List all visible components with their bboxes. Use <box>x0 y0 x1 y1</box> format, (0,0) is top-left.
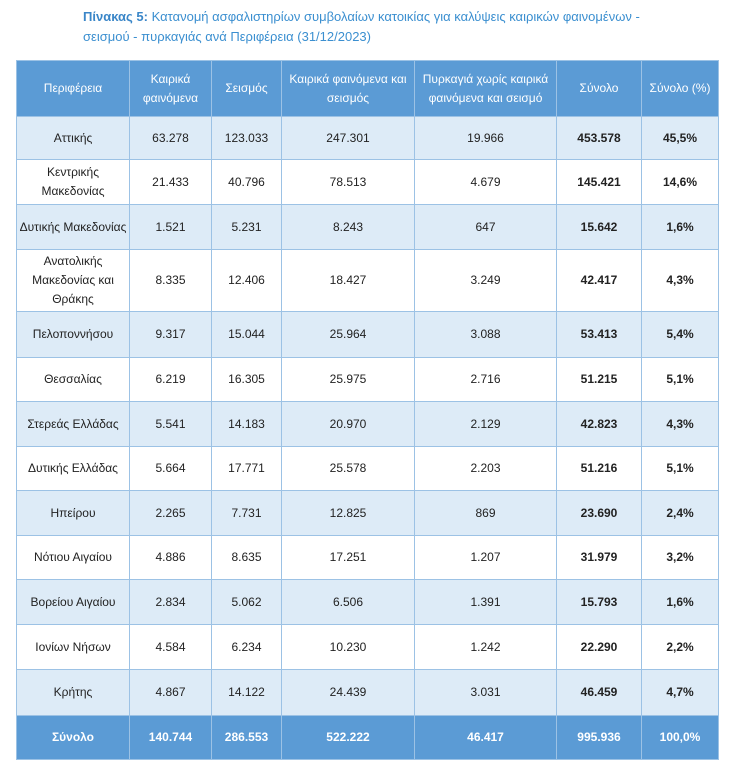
value-cell: 6.234 <box>212 625 282 670</box>
region-cell: Ανατολικής Μακεδονίας και Θράκης <box>17 250 130 312</box>
value-cell: 15.642 <box>557 205 642 250</box>
value-cell: 17.251 <box>282 536 415 580</box>
region-cell: Στερεάς Ελλάδας <box>17 402 130 447</box>
value-cell: 51.216 <box>557 447 642 491</box>
value-cell: 4.679 <box>415 160 557 205</box>
total-row <box>17 716 719 760</box>
value-cell: 8.243 <box>282 205 415 250</box>
table-row <box>17 580 719 625</box>
value-cell: 25.964 <box>282 312 415 358</box>
value-cell: 14.183 <box>212 402 282 447</box>
region-cell: Δυτικής Ελλάδας <box>17 447 130 491</box>
value-cell: 20.970 <box>282 402 415 447</box>
value-cell: 5.062 <box>212 580 282 625</box>
column-header: Πυρκαγιά χωρίς καιρικά φαινόμενα και σεισμό <box>415 61 557 117</box>
value-cell: 2,4% <box>642 491 719 536</box>
value-cell: 18.427 <box>282 250 415 312</box>
value-cell: 24.439 <box>282 670 415 716</box>
value-cell: 2.716 <box>415 358 557 402</box>
value-cell: 5,1% <box>642 447 719 491</box>
value-cell: 9.317 <box>130 312 212 358</box>
table-row <box>17 117 719 160</box>
value-cell: 3.088 <box>415 312 557 358</box>
value-cell: 1.391 <box>415 580 557 625</box>
value-cell: 8.635 <box>212 536 282 580</box>
value-cell: 12.825 <box>282 491 415 536</box>
total-cell: 140.744 <box>130 716 212 760</box>
value-cell: 123.033 <box>212 117 282 160</box>
value-cell: 46.459 <box>557 670 642 716</box>
total-cell: 286.553 <box>212 716 282 760</box>
value-cell: 2.265 <box>130 491 212 536</box>
table-row <box>17 536 719 580</box>
value-cell: 3.031 <box>415 670 557 716</box>
region-cell: Θεσσαλίας <box>17 358 130 402</box>
value-cell: 19.966 <box>415 117 557 160</box>
value-cell: 2.203 <box>415 447 557 491</box>
region-cell: Ιονίων Νήσων <box>17 625 130 670</box>
value-cell: 3,2% <box>642 536 719 580</box>
table-row <box>17 402 719 447</box>
column-header: Καιρικά φαινόμενα <box>130 61 212 117</box>
total-cell: 100,0% <box>642 716 719 760</box>
value-cell: 42.417 <box>557 250 642 312</box>
table-row <box>17 625 719 670</box>
table-row <box>17 205 719 250</box>
value-cell: 15.044 <box>212 312 282 358</box>
region-cell: Βορείου Αιγαίου <box>17 580 130 625</box>
value-cell: 453.578 <box>557 117 642 160</box>
value-cell: 63.278 <box>130 117 212 160</box>
value-cell: 4.867 <box>130 670 212 716</box>
value-cell: 4,3% <box>642 250 719 312</box>
value-cell: 14.122 <box>212 670 282 716</box>
table-row <box>17 250 719 312</box>
header-row <box>17 61 719 117</box>
table-row <box>17 670 719 716</box>
table-row <box>17 491 719 536</box>
value-cell: 869 <box>415 491 557 536</box>
value-cell: 25.578 <box>282 447 415 491</box>
value-cell: 12.406 <box>212 250 282 312</box>
value-cell: 145.421 <box>557 160 642 205</box>
value-cell: 51.215 <box>557 358 642 402</box>
caption-label: Πίνακας 5: <box>83 9 148 24</box>
table-row <box>17 160 719 205</box>
column-header: Σεισμός <box>212 61 282 117</box>
value-cell: 22.290 <box>557 625 642 670</box>
value-cell: 6.219 <box>130 358 212 402</box>
value-cell: 78.513 <box>282 160 415 205</box>
value-cell: 17.771 <box>212 447 282 491</box>
table-row <box>17 447 719 491</box>
value-cell: 25.975 <box>282 358 415 402</box>
value-cell: 10.230 <box>282 625 415 670</box>
value-cell: 45,5% <box>642 117 719 160</box>
value-cell: 1,6% <box>642 205 719 250</box>
value-cell: 42.823 <box>557 402 642 447</box>
caption-text: Κατανομή ασφαλιστηρίων συμβολαίων κατοικίας για καλύψεις καιρικών φαινομένων - σεισμού - πυρκαγιάς ανά Περιφέρεια (31/12/2023) <box>83 9 640 44</box>
table-row <box>17 312 719 358</box>
value-cell: 4,7% <box>642 670 719 716</box>
value-cell: 1.521 <box>130 205 212 250</box>
column-header: Σύνολο (%) <box>642 61 719 117</box>
value-cell: 53.413 <box>557 312 642 358</box>
value-cell: 6.506 <box>282 580 415 625</box>
value-cell: 21.433 <box>130 160 212 205</box>
value-cell: 4.584 <box>130 625 212 670</box>
value-cell: 5.541 <box>130 402 212 447</box>
value-cell: 40.796 <box>212 160 282 205</box>
value-cell: 16.305 <box>212 358 282 402</box>
value-cell: 2.834 <box>130 580 212 625</box>
total-cell: 46.417 <box>415 716 557 760</box>
value-cell: 647 <box>415 205 557 250</box>
column-header: Σύνολο <box>557 61 642 117</box>
value-cell: 23.690 <box>557 491 642 536</box>
region-policies-table <box>16 60 719 760</box>
value-cell: 5,4% <box>642 312 719 358</box>
value-cell: 5,1% <box>642 358 719 402</box>
region-cell: Νότιου Αιγαίου <box>17 536 130 580</box>
region-cell: Ηπείρου <box>17 491 130 536</box>
value-cell: 1.207 <box>415 536 557 580</box>
value-cell: 5.231 <box>212 205 282 250</box>
value-cell: 14,6% <box>642 160 719 205</box>
table-caption <box>83 7 683 47</box>
value-cell: 247.301 <box>282 117 415 160</box>
value-cell: 4.886 <box>130 536 212 580</box>
value-cell: 7.731 <box>212 491 282 536</box>
value-cell: 2.129 <box>415 402 557 447</box>
region-cell: Δυτικής Μακεδονίας <box>17 205 130 250</box>
value-cell: 3.249 <box>415 250 557 312</box>
value-cell: 8.335 <box>130 250 212 312</box>
region-cell: Κρήτης <box>17 670 130 716</box>
value-cell: 2,2% <box>642 625 719 670</box>
table-row <box>17 358 719 402</box>
value-cell: 4,3% <box>642 402 719 447</box>
value-cell: 1.242 <box>415 625 557 670</box>
total-cell: 522.222 <box>282 716 415 760</box>
region-cell: Αττικής <box>17 117 130 160</box>
total-cell: 995.936 <box>557 716 642 760</box>
region-cell: Κεντρικής Μακεδονίας <box>17 160 130 205</box>
region-cell: Πελοποννήσου <box>17 312 130 358</box>
total-label: Σύνολο <box>17 716 130 760</box>
column-header: Περιφέρεια <box>17 61 130 117</box>
value-cell: 15.793 <box>557 580 642 625</box>
value-cell: 1,6% <box>642 580 719 625</box>
value-cell: 31.979 <box>557 536 642 580</box>
column-header: Καιρικά φαινόμενα και σεισμός <box>282 61 415 117</box>
value-cell: 5.664 <box>130 447 212 491</box>
